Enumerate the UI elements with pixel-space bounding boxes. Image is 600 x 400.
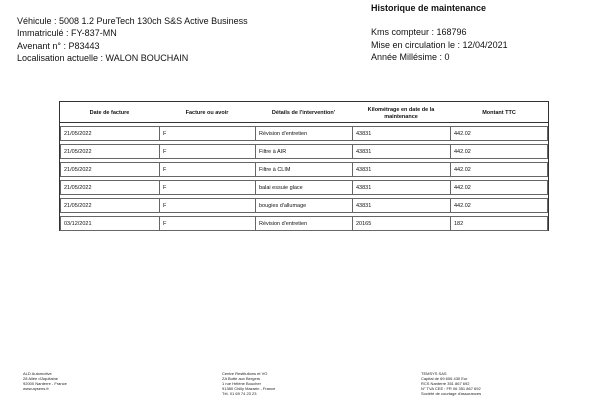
footer-line: N° TVA CEE : FR 06 351 867 692 bbox=[421, 386, 481, 391]
maintenance-title: Historique de maintenance bbox=[371, 3, 487, 13]
cell-type: F bbox=[159, 144, 255, 159]
header-invoice-type: Facture ou avoir bbox=[159, 105, 255, 123]
footer-legal-info bbox=[421, 371, 481, 396]
cell-mileage: 43831 bbox=[352, 126, 450, 141]
cell-type: F bbox=[159, 126, 255, 141]
cell-date: 21/05/2022 bbox=[60, 144, 159, 159]
cell-details: bougies d'allumage bbox=[255, 198, 352, 213]
header-invoice-date: Date de facture bbox=[60, 105, 159, 123]
header-intervention-details: Détails de l'intervention' bbox=[255, 105, 352, 123]
table-header-row bbox=[60, 105, 548, 123]
header-mileage: Kilométrage en date de la maintenance bbox=[352, 105, 450, 123]
cell-details: Révision d'entretien bbox=[255, 126, 352, 141]
footer-line: Capital de 69 606 430 Eur bbox=[421, 376, 468, 381]
footer-line: Tél. 01 69 74 23 23 bbox=[222, 391, 257, 396]
table-row bbox=[60, 162, 548, 177]
cell-type: F bbox=[159, 216, 255, 231]
table-row bbox=[60, 126, 548, 141]
footer-line: TEMSYS SAS bbox=[421, 371, 447, 376]
footer-line: 91380 Chilly Mazarin - France bbox=[222, 386, 276, 391]
header-amount: Montant TTC bbox=[450, 105, 548, 123]
odometer: Kms compteur : 168796 bbox=[371, 27, 467, 37]
table-row bbox=[60, 216, 548, 231]
cell-details: Filtre à CLIM bbox=[255, 162, 352, 177]
footer-company-address bbox=[23, 371, 67, 391]
maintenance-table bbox=[60, 102, 548, 234]
cell-amount: 442.02 bbox=[450, 198, 548, 213]
cell-date: 21/05/2022 bbox=[60, 180, 159, 195]
cell-date: 21/05/2022 bbox=[60, 126, 159, 141]
footer-line: RCS Nanterre 351 867 692 bbox=[421, 381, 470, 386]
cell-amount: 442.02 bbox=[450, 126, 548, 141]
footer-line: www.aysens.fr bbox=[23, 386, 49, 391]
vehicle-model: Véhicule : 5008 1.2 PureTech 130ch S&S Active Business bbox=[17, 16, 248, 26]
cell-amount: 442.02 bbox=[450, 144, 548, 159]
footer-line: Centre Restitutions et VO bbox=[222, 371, 268, 376]
cell-type: F bbox=[159, 162, 255, 177]
cell-details: Filtre à AIR bbox=[255, 144, 352, 159]
model-year: Année Millésime : 0 bbox=[371, 52, 450, 62]
cell-mileage: 43831 bbox=[352, 198, 450, 213]
cell-date: 03/12/2021 bbox=[60, 216, 159, 231]
vehicle-registration: Immatriculé : FY-837-MN bbox=[17, 28, 117, 39]
cell-mileage: 43831 bbox=[352, 144, 450, 159]
vehicle-info bbox=[17, 15, 248, 64]
cell-mileage: 20165 bbox=[352, 216, 450, 231]
vehicle-amendment: Avenant n° : P83443 bbox=[17, 40, 100, 51]
cell-amount: 442.02 bbox=[450, 180, 548, 195]
cell-type: F bbox=[159, 180, 255, 195]
footer-line: Société de courtage d'assurances bbox=[421, 391, 482, 396]
footer-line: 92000 Nanterre - France bbox=[23, 381, 67, 386]
cell-date: 21/05/2022 bbox=[60, 198, 159, 213]
footer-line: ZA Butte aux Bergers bbox=[222, 376, 261, 381]
footer-line: 1 rue Hélène Boucher bbox=[222, 381, 261, 386]
cell-details: Révision d'entretien bbox=[255, 216, 352, 231]
maintenance-table-frame bbox=[59, 101, 549, 231]
cell-details: balai essuie glace bbox=[255, 180, 352, 195]
cell-mileage: 43831 bbox=[352, 180, 450, 195]
footer-line: ALD Automotive bbox=[23, 371, 52, 376]
table-row bbox=[60, 198, 548, 213]
table-row bbox=[60, 144, 548, 159]
footer-line: 28 Allée d'Aquitaine bbox=[23, 376, 59, 381]
cell-type: F bbox=[159, 198, 255, 213]
maintenance-summary bbox=[371, 2, 593, 64]
cell-date: 21/05/2022 bbox=[60, 162, 159, 177]
cell-mileage: 43831 bbox=[352, 162, 450, 177]
cell-amount: 442.02 bbox=[450, 162, 548, 177]
table-row bbox=[60, 180, 548, 195]
cell-amount: 182 bbox=[450, 216, 548, 231]
circulation-date: Mise en circulation le : 12/04/2021 bbox=[371, 39, 508, 50]
footer-restitution-center bbox=[222, 371, 275, 396]
vehicle-location: Localisation actuelle : WALON BOUCHAIN bbox=[17, 52, 189, 63]
